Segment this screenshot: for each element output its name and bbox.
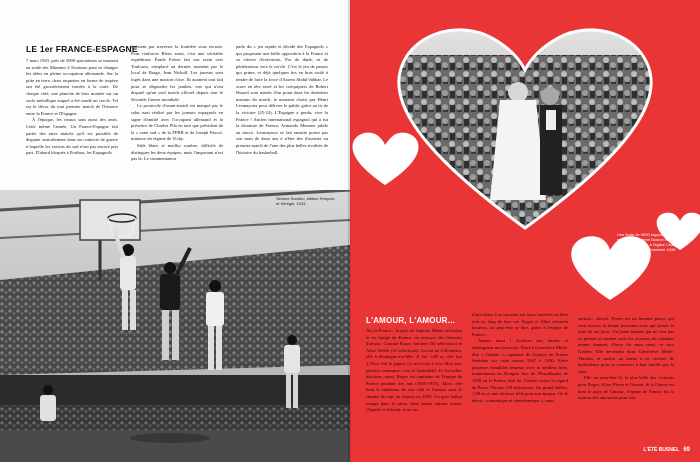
photo-caption: Simone Sandhu, édition Tempolo et Sérégie, 1943. — [276, 196, 335, 206]
basketball-game-photo — [0, 190, 350, 462]
paragraph: d'anecdotes à se raconter sur leurs carrières en bleu tout au long de leur vie. Roger et Alice vécurent heureux, ou peut-être se dire, grâce à l'équipe de France... — [472, 312, 568, 337]
paragraph: Le protocole d'avant-match est marqué par le salut nazi réalisé par les joueurs espagnols en signe d'amitié avec l'occupant allemand et la présence de Charles Pila en tant que président de la « zone sud » de la FFBB et de Joseph Pascot, ministre du régime de Vichy. — [131, 103, 223, 142]
text-column-2 — [131, 44, 223, 163]
paragraph: Sitôt blanc et maillot sombre, difficile de distinguer les deux équipes, mais l'important n'est pas là. Le commentateur — [131, 142, 223, 162]
text-column-right-2 — [472, 312, 568, 404]
text-column-right-3 — [578, 316, 674, 402]
page-gutter — [348, 0, 352, 462]
paragraph: surtout... discret. Pierre est un homme pieux, qui veut trouver la bonne personne avec qui passer le reste de ses jours. Un jeune homme qui ne veut pas se presser et tomber sous les avances de certaines jeunes femmes. Pierre fin mon cœur, ce sera Ginette. Elle deviendra donc Geneviève Merle-Thiolon, et mettra un terme à sa carrière de basketteuse pour se consacrer à leur famille par la suite. — [578, 316, 674, 374]
paragraph: Ah, la France... le pays de l'amour. Même au basket et en équipe de France, on retrouve des histoires d'amour. Comme Roger Antoine (56 sélections) et Alice Sellier (31 sélections). Un est né à Bouzetin, elle à Boulogne-sur-Mer. Il fait 1,88 m, elle fait 1,70 m. Sur le papier, Ce n'est rien à voir. Mais leur passion commune, c'est le basketball. Et les belles histoires, aussi. Roger est capitaine de l'équipe de France pendant dix ans (1945-1955). Alice, elle tient le flambeau de son côté et l'amour sous le charme du cap' en l'époux en 1958. Un gros ballon orange dans le salon, deux beaux enfants autour (Agathe et Ariane), et un tas — [366, 328, 462, 413]
paragraph: Elle est peut-être là, la plus belle des victoires pour Roger, Alice, Pierre et Ginette. Si la France est bien le pays de l'amour, l'équipe de France fut la maison des amoureux pour eux. — [578, 375, 674, 401]
footer-label: L'ÉTÉ BUSNEL — [643, 447, 680, 453]
page-footer — [643, 447, 690, 453]
paragraph: 7 mars 1943, près de 5000 spectateurs se massent au stade des Minimes à Toulouse pour se changer les idées en pleine occupation allemande. Sur la pitte en terre, deux raquettes en forme de trapèze ont été grossièrement tracées à la craie. De chaque côté, une planche de bois montée sur un socle métallique auquel a été soudé un cercle. Tel est le décor du tout premier match de l'histoire entre la France et l'Espagne. — [26, 58, 118, 116]
text-column-3 — [236, 44, 328, 156]
article-heading-right: L'AMOUR, L'AMOUR... — [366, 316, 455, 325]
wedding-photo — [390, 15, 660, 235]
small-heart-left — [352, 133, 418, 185]
paragraph: parle du « jeu rapide et décidé des Espagnols » qui proposent une belle opposition à la France et sa vitesse d'exécution. Par de dunk, ni de pénétrations vers le cercle. C'est le jeu de passes qui prime, et déjà quelques tirs en bras roulé à tendre de faire la force d'Assem Abdul-Jabbar. Le score en tête serré et les coéquipiers de Robert Busnel sont menés d'un point dans les dernières instants du match, le moment choisi par Henri Lesmayoux pour délivrer le public grâce au tir de la victoire (25-24). L'Espagne a perdu, vive la France ! Ancien international espagnol qui a fui la dictature de Franco, Armando Meunier jubile au micro. Lesmayoux se fait ensuite porter par son nom de deux ans à n'être des d'assister au premier match de l'une des plus belles rivalités de l'histoire du basketball. — [236, 44, 328, 155]
paragraph: À l'époque, les rivaux sont aussi des amis. Cette même l'année, Un France-Espagne fait partie des rares matchs qu'il est possible de disputer amicalement dans un contexte de guerre à laquelle les voisins du sud n'ont pas encore pris part. D'abord bloqués à Portbou, les Espagnols — [26, 117, 118, 156]
paragraph: finissent par traverser la frontière sous escorte. Pour renforcer Bleus aussi, c'est une véritable expédition. Émile Frézot fait son vrain vers Toulouse, remplacé au dernier moment par le local de Braga, Jean Nicholl. Les joueurs sont logés dans une maison close. Ils auraient tout fait pour se dégourdir les jambes, eux qui n'ont disputé qu'un seul match officiel depuis tout le Seconde Guerre mondiale. — [131, 44, 223, 102]
text-column-right-1 — [366, 328, 462, 414]
photo-caption-right: Une foule de 5000 supporters pour le mariage de Robert Busnel et Geneviève Merle, à l'église Chargé-Bonassieu, le 11 décembre 1946. — [617, 232, 684, 252]
basketball-scene-illustration — [0, 190, 350, 462]
page-number: 69 — [683, 447, 690, 453]
article-heading: LE 1er FRANCE-ESPAGNE — [26, 44, 138, 54]
paragraph: Amour aussi ! Sachons nos larmes et échangeons nos bravades. Place à Geneviève Merle, dite « Ginette », capitaine de l'équipe de France féminine sur cette saison 1947 à 1950. Entre plusieurs brindilles heureux avec le meilleur bien, nommément en Hongrie lors de l'EuroBasket de 1950 où la France finit 4e. Ginette croise le regard de Pierre Thiolon (39 sélections). Un grand athlète, 1,88 m, et une sérieuse folle pour son époque. On le décrit « romantique et chevaleresque », mais — [472, 338, 568, 403]
text-column-1 — [26, 58, 118, 157]
